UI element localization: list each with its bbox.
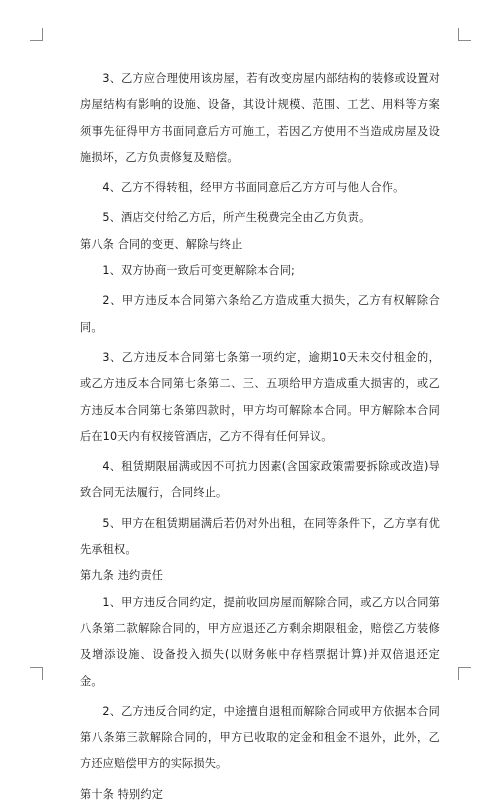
crop-mark-bottom-right bbox=[458, 667, 471, 680]
section-heading-9: 第九条 违约责任 bbox=[80, 569, 164, 583]
clause-8-item-2: 2、甲方违反本合同第六条给乙方造成重大损失，乙方有权解除合同。 bbox=[80, 294, 440, 334]
clause-7-item-4: 4、乙方不得转租，经甲方书面同意后乙方方可与他人合作。 bbox=[102, 181, 405, 195]
clause-8-item-3: 3、乙方违反本合同第七条第一项约定，逾期10天未交付租金的，或乙方违反本合同第七条第二、三、五项给甲方造成重大损害的，或乙方违反本合同第七条第四款时，甲方均可解除本合同。甲方解除本合同后在10天内有权接管酒店，乙方不得有任何异议。 bbox=[80, 350, 440, 443]
clause-8-item-5: 5、甲方在租赁期届满后若仍对外出租，在同等条件下，乙方享有优先承租权。 bbox=[80, 516, 440, 557]
crop-mark-top-right bbox=[458, 28, 471, 41]
document-body bbox=[80, 66, 440, 808]
crop-mark-top-left bbox=[30, 28, 43, 41]
clause-9-item-2: 2、乙方违反合同约定，中途擅自退租而解除合同或甲方依据本合同第八条第三款解除合同的，甲方已收取的定金和租金不退外，此外，乙方还应赔偿甲方的实际损失。 bbox=[80, 704, 440, 771]
clause-8-item-1: 1、双方协商一致后可变更解除本合同; bbox=[102, 264, 295, 278]
clause-7-item-3: 3、乙方应合理使用该房屋，若有改变房屋内部结构的装修或设置对房屋结构有影响的设施、设备，其设计规模、范围、工艺、用料等方案须事先征得甲方书面同意后方可施工，若因乙方使用不当造成房屋及设施损坏，乙方负责修复及赔偿。 bbox=[80, 72, 440, 164]
clause-7-item-5: 5、酒店交付给乙方后，所产生税费完全由乙方负责。 bbox=[102, 211, 371, 225]
clause-8-item-4: 4、租赁期限届满或因不可抗力因素(含国家政策需要拆除或改造)导致合同无法履行，合同终止。 bbox=[80, 460, 440, 500]
crop-mark-bottom-left bbox=[30, 667, 43, 680]
section-heading-10: 第十条 特别约定 bbox=[80, 787, 164, 801]
section-heading-8: 第八条 合同的变更、解除与终止 bbox=[80, 237, 243, 251]
clause-9-item-1: 1、甲方违反合同约定，提前收回房屋而解除合同，或乙方以合同第八条第二款解除合同的，甲方应退还乙方剩余期限租金，赔偿乙方装修及增添设施、设备投入损失(以财务帐中存档票据计算)并双倍退还定金。 bbox=[80, 595, 440, 688]
